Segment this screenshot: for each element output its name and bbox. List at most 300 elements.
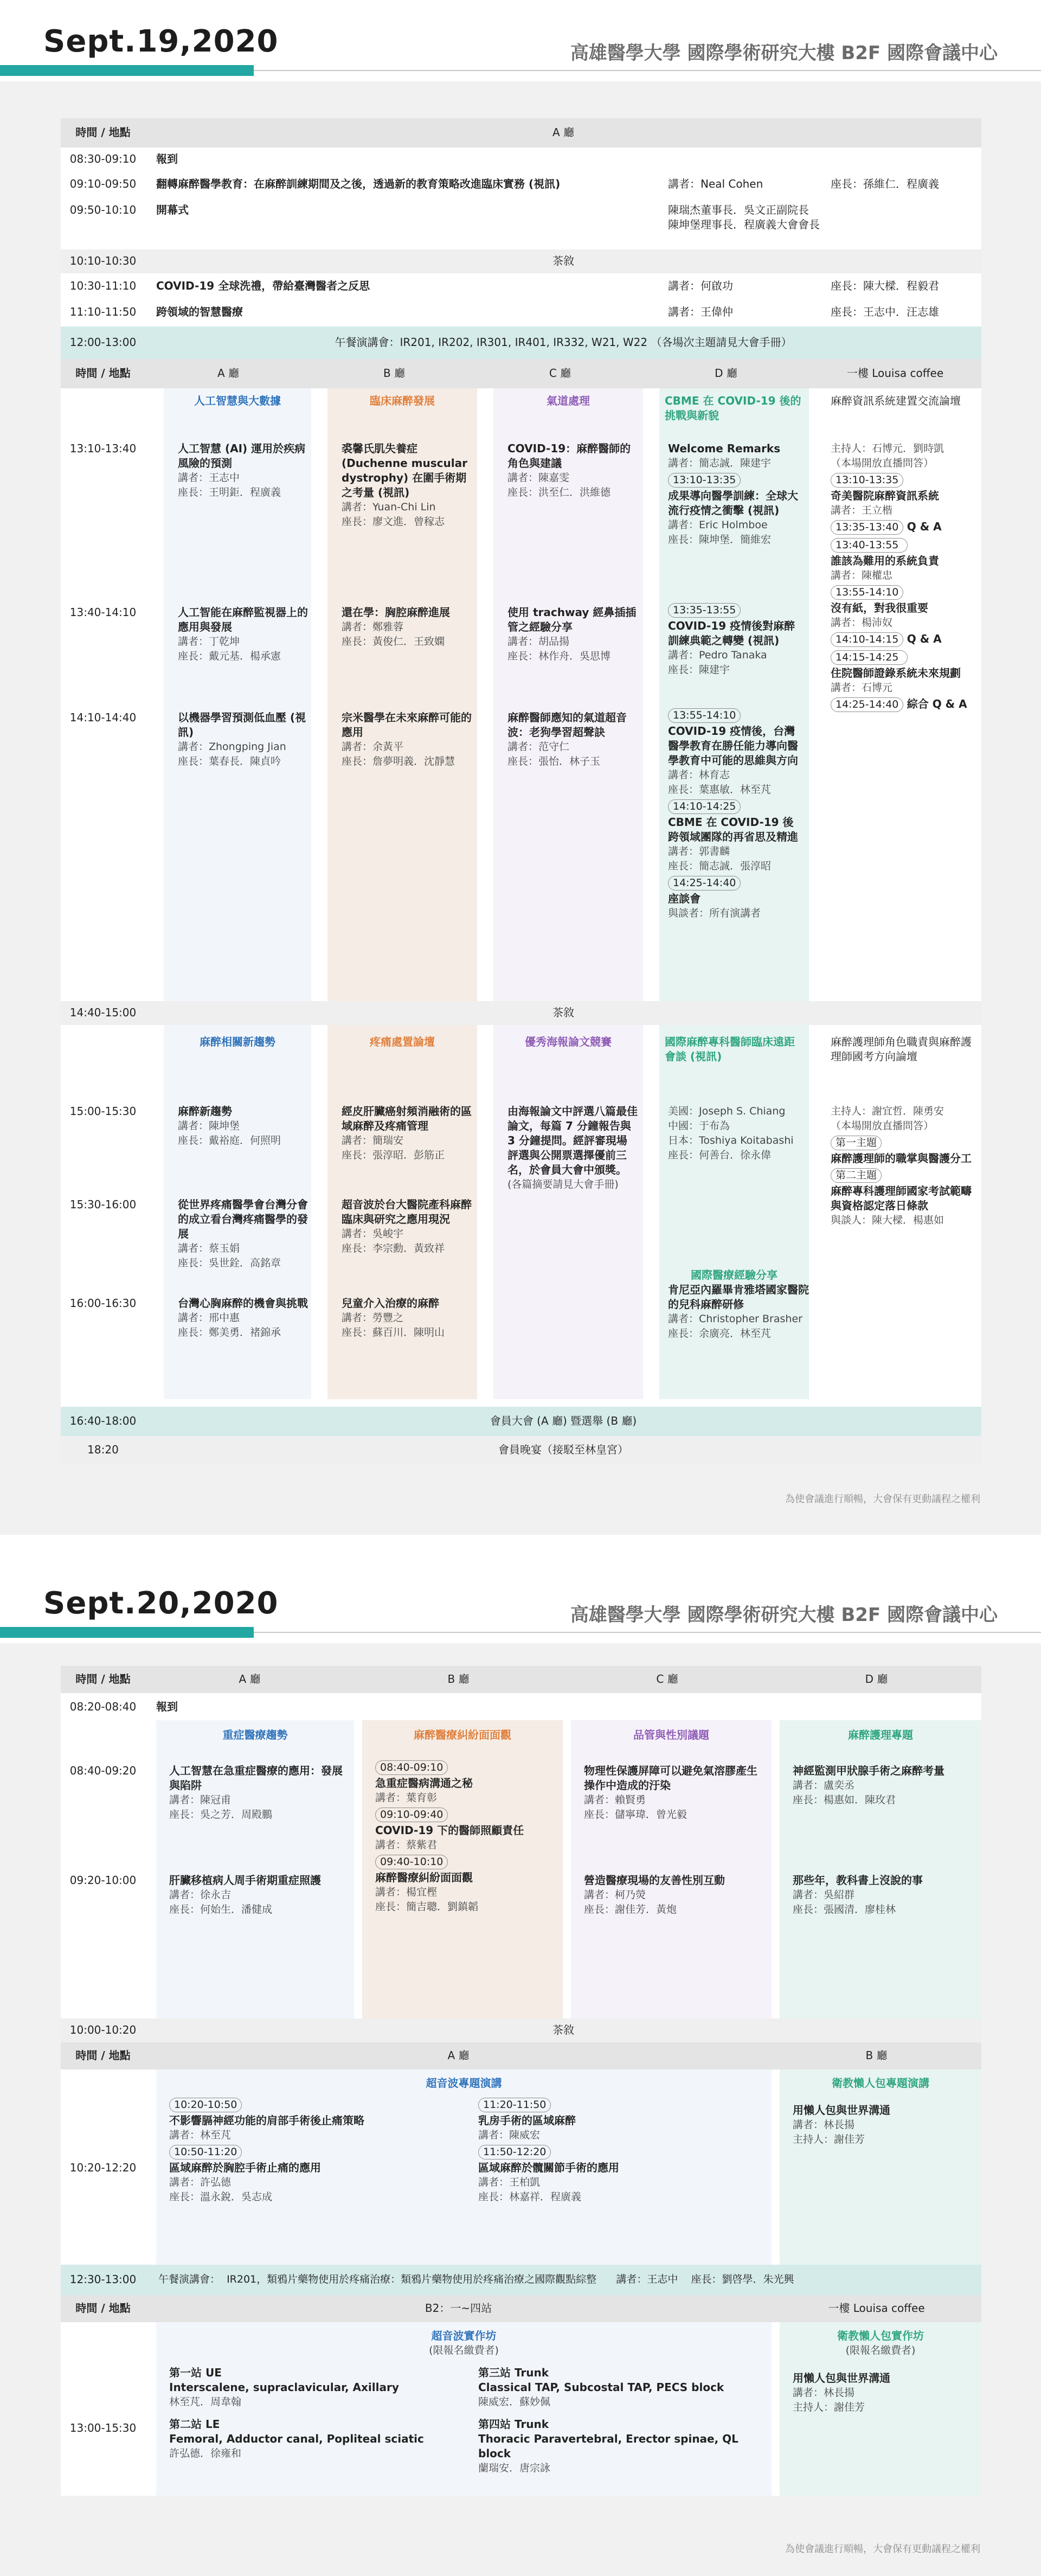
- speaker: 講者：王柏凱: [478, 2176, 541, 2188]
- talk-b: [375, 1758, 554, 1914]
- time-tag: 10:20-10:50: [169, 2098, 242, 2112]
- track-subtitle: (限報名繳費者): [429, 2344, 499, 2356]
- talk-title: 物理性保護屏障可以避免氣溶膠產生操作中造成的汙染: [584, 1764, 757, 1792]
- talk-title: 宗米醫學在未來麻醉可能的應用: [342, 711, 472, 739]
- day1-schedule-table: [61, 118, 981, 1456]
- time-tag: 13:10-13:35: [831, 473, 903, 488]
- time-cell: 08:40-09:20: [69, 1764, 137, 1777]
- talk-title: 急重症醫病溝通之秘: [375, 1777, 473, 1790]
- talk-title: 營造醫療現場的友善性別互動: [584, 1874, 725, 1887]
- day2-date: Sept.20,2020: [43, 1586, 279, 1621]
- time-tag: 11:50-12:20: [478, 2145, 551, 2160]
- talk-d1: [668, 441, 804, 547]
- header-hall-b: B 廳: [383, 367, 406, 380]
- header-hall-a: A 廳: [447, 2049, 470, 2062]
- speaker: 美國：Joseph S. Chiang: [668, 1105, 786, 1117]
- speaker: 日本：Toshiya Koitabashi: [668, 1135, 794, 1146]
- talk-title: CBME 在 COVID-19 後跨領域團隊的再省思及精進: [668, 816, 798, 843]
- talk-title: COVID-19 疫情後，台灣醫學教育在勝任能力導向醫學教育中可能的思維與方向: [668, 725, 798, 767]
- lunch-label: 午餐演講會： IR201，類鴉片藥物使用於疼痛治療：類鴉片藥物使用於疼痛治療之國際觀點綜整 講者：王志中 座長：劉啓學．朱光興: [158, 2273, 794, 2285]
- chair: 座長：楊惠如．陳玫君: [793, 1794, 896, 1806]
- speaker: 講者：盧奕丞: [793, 1779, 855, 1791]
- track-title: 臨床麻醉發展: [370, 394, 435, 407]
- table-row: [61, 1693, 981, 1720]
- speaker: 講者：陳權忠: [831, 569, 893, 581]
- talk-d2: [793, 1873, 972, 1917]
- header-time: 時間 / 地點: [75, 1673, 131, 1686]
- time-cell: 13:00-15:30: [69, 2421, 137, 2434]
- speaker: 講者：陳冠甫: [169, 1794, 232, 1806]
- break-label: 茶敘: [552, 1006, 574, 1019]
- speaker: 講者：柯乃熒: [584, 1889, 646, 1901]
- meeting-row: [61, 1407, 981, 1436]
- table-row: [61, 197, 981, 236]
- poster-contest: [507, 1104, 638, 1192]
- time-tag: 13:55-14:10: [831, 585, 903, 600]
- footnote: 為使會議進行順暢，大會保有更動議程之權利: [785, 2543, 980, 2555]
- day2-schedule-table: [61, 1666, 981, 2496]
- speaker: 講者：楊沛奴: [831, 617, 893, 629]
- day1-header: [0, 0, 1041, 81]
- infographic-workshop: [793, 2371, 972, 2415]
- time-tag: 11:20-11:50: [478, 2098, 551, 2112]
- talk-a3: [178, 1296, 308, 1340]
- station-title: 第一站 UE: [169, 2366, 222, 2379]
- time-cell: 12:30-13:00: [69, 2273, 137, 2286]
- speaker: 講者：林長揚: [793, 2387, 855, 2399]
- station-title: 第二站 LE: [169, 2418, 220, 2431]
- track-title: 人工智慧與大數據: [194, 394, 281, 407]
- speaker: 與談者：所有演講者: [668, 907, 761, 919]
- divider-line: [254, 1632, 1041, 1633]
- topic-tag: 第一主題: [831, 1136, 882, 1150]
- accent-bar: [0, 1627, 254, 1638]
- header-louisa: 一樓 Louisa coffee: [846, 367, 944, 380]
- chair: 座長：溫永銳．吳志成: [169, 2191, 273, 2203]
- station-title: 第三站 Trunk: [478, 2366, 549, 2379]
- table-header: [61, 2042, 981, 2069]
- header-hall-c: C 廳: [656, 1673, 678, 1686]
- talk-title: 用懶人包與世界溝通: [793, 2104, 890, 2117]
- break-row: [61, 1001, 981, 1025]
- instructors: 林至芃．周韋翰: [169, 2396, 242, 2408]
- talk-title: 兒童介入治療的麻醉: [342, 1297, 439, 1310]
- infographic-talk: [793, 2103, 972, 2147]
- talk-c2: [584, 1873, 763, 1917]
- time-tag: 13:10-13:35: [668, 473, 741, 488]
- ultrasound-talks-left: [169, 2096, 462, 2205]
- talk-a2: [178, 605, 308, 664]
- speaker: 講者：吳峻宇: [342, 1228, 404, 1240]
- time-cell: 08:30-09:10: [69, 152, 137, 165]
- instructors: 許弘德．徐雍和: [169, 2447, 242, 2459]
- qa-label: Q & A: [907, 520, 942, 533]
- speaker: 講者：丁乾坤: [178, 636, 240, 648]
- speaker: 講者：Neal Cohen: [668, 177, 763, 190]
- time-cell: 08:20-08:40: [69, 1700, 137, 1713]
- header-time: 時間 / 地點: [75, 367, 131, 380]
- speaker: 講者：石博元: [831, 682, 893, 694]
- session-title: 開幕式: [156, 203, 189, 216]
- talk-d1: [793, 1764, 972, 1808]
- talk-a1: [178, 1104, 308, 1148]
- station-topic: Classical TAP, Subcostal TAP, PECS block: [478, 2381, 724, 2394]
- ultrasound-talks-right: [478, 2096, 766, 2205]
- talk-title: 神經監測甲狀腺手術之麻醉考量: [793, 1764, 944, 1777]
- speaker: 講者：賴賢勇: [584, 1794, 646, 1806]
- talk-title: 以機器學習預測低血壓 (視訊): [178, 711, 306, 739]
- track-title: 衛教懶人包專題演講: [832, 2077, 929, 2090]
- time-tag: 14:10-14:25: [668, 799, 741, 814]
- talk-title: 成果導向醫學訓練：全球大流行疫情之衝擊 (視訊): [668, 489, 798, 517]
- note: （本場開放直播問答）: [831, 457, 934, 469]
- header-time: 時間 / 地點: [75, 2049, 131, 2062]
- lunch-row: [61, 2265, 981, 2295]
- talk-title: 奇美醫院麻醉資訊系統: [831, 489, 939, 502]
- chair: 座長：陳大樑．程毅君: [831, 279, 939, 292]
- chair: 座長：余廣亮．林至芃: [668, 1328, 772, 1340]
- header-hall-a: A 廳: [552, 126, 575, 139]
- track-title: 氣道處理: [547, 394, 590, 407]
- track-title: 麻醉護理師角色職責與麻醉護理師國考方向論壇: [831, 1035, 972, 1063]
- note: （本場開放直播問答）: [831, 1120, 934, 1132]
- day1-date: Sept.19,2020: [43, 24, 279, 59]
- talk-title: COVID-19：麻醉醫師的角色與建議: [507, 442, 631, 470]
- track-title: 超音波實作坊: [431, 2329, 497, 2342]
- louisa-forum-2: [831, 1104, 977, 1228]
- time-cell: 16:00-16:30: [69, 1297, 137, 1310]
- time-cell: 13:40-14:10: [69, 606, 137, 619]
- talk-b1: [342, 441, 472, 529]
- chair: 座長：簡吉聰．劉鎮韜: [375, 1901, 479, 1913]
- speaker: 講者：王志中: [178, 472, 240, 484]
- louisa-forum-1: [831, 441, 977, 713]
- speaker: 講者：徐永吉: [169, 1889, 232, 1901]
- talk-title: 人工智慧在急重症醫療的應用：發展與陷阱: [169, 1764, 343, 1792]
- track-title: CBME 在 COVID-19 後的挑戰與新貌: [665, 394, 801, 422]
- talk-title: 從世界疼痛醫學會台灣分會的成立看台灣疼痛醫學的發展: [178, 1198, 308, 1240]
- talk-b2: [342, 605, 472, 649]
- time-cell: 12:00-13:00: [69, 336, 137, 349]
- talk-title: Welcome Remarks: [668, 442, 781, 455]
- table-header: [61, 359, 981, 388]
- talk-title: 麻醉新趨勢: [178, 1105, 232, 1118]
- time-tag: 08:40-09:10: [375, 1760, 448, 1775]
- track-title: 國際醫療經驗分享: [691, 1268, 777, 1281]
- talk-b3: [342, 710, 472, 769]
- talk-title: 乳房手術的區域麻醉: [478, 2114, 576, 2127]
- workshop-heading: [156, 2329, 772, 2358]
- speaker: 講者：Yuan-Chi Lin: [342, 501, 436, 513]
- hall-d-column: [659, 1025, 809, 1399]
- speaker: 講者：許弘德: [169, 2176, 232, 2188]
- time-cell: 16:40-18:00: [69, 1414, 137, 1427]
- footnote: 為使會議進行順暢，大會保有更動議程之權利: [785, 1494, 980, 1505]
- chair: 座長：戴裕庭．何照明: [178, 1135, 281, 1146]
- talk-title: 裘馨氏肌失養症 (Duchenne muscular dystrophy) 在圍手術期之考量 (視訊): [342, 442, 467, 499]
- time-cell: 14:40-15:00: [69, 1006, 137, 1019]
- dinner-label: 會員晚宴（接駁至林皇宮）: [498, 1443, 628, 1456]
- topic-tag: 第二主題: [831, 1168, 882, 1183]
- international-talk: [668, 1104, 804, 1163]
- speaker: 講者：林長揚: [793, 2119, 855, 2131]
- dinner-row: [61, 1436, 981, 1463]
- chair: 座長：黃俊仁．王致嫻: [342, 636, 445, 648]
- talk-title: 區域麻醉於胸腔手術止痛的應用: [169, 2161, 321, 2174]
- time-tag: 10:50-11:20: [169, 2145, 242, 2160]
- track-title: 國際麻醉專科醫師臨床遠距會談 (視訊): [665, 1035, 795, 1063]
- time-cell: 10:00-10:20: [69, 2023, 137, 2036]
- talk-title: 肝臟移植病人周手術期重症照護: [169, 1874, 321, 1887]
- talk-title: 麻醉護理師的職掌與醫護分工: [831, 1152, 972, 1165]
- speaker: 講者：王偉仲: [668, 305, 733, 318]
- chair: 座長：何始生．潘健成: [169, 1904, 273, 1915]
- talk-title: 誰該為難用的系統負責: [831, 554, 939, 567]
- track-title: 麻醉護理專題: [848, 1728, 913, 1741]
- talk-title: 麻醉醫療糾紛面面觀: [375, 1871, 473, 1884]
- time-cell: 10:30-11:10: [69, 279, 137, 292]
- chair: 座長：林嘉祥．程廣義: [478, 2191, 582, 2203]
- chair: 座長：孫維仁．程廣義: [831, 177, 939, 190]
- chair: 座長：何善台．徐永偉: [668, 1149, 772, 1161]
- speaker: 講者：簡瑞安: [342, 1135, 404, 1146]
- time-cell: 14:10-14:40: [69, 711, 137, 724]
- speaker: 講者：楊宜樫: [375, 1886, 438, 1898]
- time-cell: 09:20-10:00: [69, 1874, 137, 1887]
- chair: 座長：張國清．廖桂林: [793, 1904, 896, 1915]
- speaker: 講者：吳紹群: [793, 1889, 855, 1901]
- track-title: 疼痛處置論壇: [370, 1035, 435, 1048]
- header-hall-b: B 廳: [865, 2049, 888, 2062]
- speaker: 講者：陳嘉雯: [507, 472, 570, 484]
- time-cell: 13:10-13:40: [69, 442, 137, 455]
- session-title: 跨領域的智慧醫療: [156, 305, 243, 318]
- track-subtitle: (限報名繳費者): [845, 2344, 916, 2356]
- header-hall-d: D 廳: [865, 1673, 888, 1686]
- time-tag: 13:35-13:40: [831, 520, 903, 535]
- chair: 座長：簡志誠．張淳昭: [668, 860, 772, 872]
- station-title: 第四站 Trunk: [478, 2418, 549, 2431]
- speaker: 講者：Pedro Tanaka: [668, 649, 767, 661]
- time-cell: 15:30-16:00: [69, 1198, 137, 1211]
- chair: 座長：詹夢明義．沈靜慧: [342, 755, 455, 767]
- time-cell: 10:10-10:30: [69, 254, 137, 267]
- chair: 座長：張怡．林子玉: [507, 755, 601, 767]
- talk-title: 沒有紙，對我很重要: [831, 601, 928, 614]
- session-title: 報到: [156, 152, 178, 165]
- chair: 座長：陳建宇: [668, 664, 730, 676]
- track-title: 超音波專題演講: [426, 2077, 502, 2090]
- table-header: [61, 118, 981, 148]
- international-experience: [659, 1268, 809, 1341]
- time-tag: 14:15-14:25: [831, 650, 908, 665]
- time-tag: 14:10-14:15: [831, 632, 903, 647]
- host: 主持人：石博元．劉時凱: [831, 443, 944, 454]
- break-row: [61, 2018, 981, 2042]
- talk-b3: [342, 1296, 472, 1340]
- talk-c3: [507, 710, 638, 769]
- speaker: 陳瑞杰董事長．吳文正副院長: [668, 203, 809, 216]
- time-cell: 18:20: [87, 1443, 119, 1456]
- break-row: [61, 249, 981, 273]
- header-hall-b: B 廳: [447, 1673, 470, 1686]
- time-cell: 09:50-10:10: [69, 203, 137, 216]
- talk-title: 麻醉醫師應知的氣道超音波：老狗學習超聲訣: [507, 711, 627, 739]
- lunch-label: 午餐演講會：IR201, IR202, IR301, IR401, IR332, W21, W22 （各場次主題請見大會手冊）: [335, 336, 792, 349]
- speaker: 講者：胡品揚: [507, 636, 570, 648]
- talk-title: COVID-19 疫情後對麻醉訓練典範之轉變 (視訊): [668, 619, 795, 647]
- talk-a1: [169, 1764, 348, 1822]
- chair: 座長：謝佳芳．黃炮: [584, 1904, 677, 1915]
- chair: 座長：張淳昭．彭筋正: [342, 1149, 445, 1161]
- break-label: 茶敘: [552, 254, 574, 267]
- speaker: 講者：余黃平: [342, 741, 404, 753]
- track-title: 麻醉資訊系統建置交流論壇: [831, 394, 961, 407]
- qa-label: 綜合 Q & A: [907, 697, 967, 710]
- talk-a1: [178, 441, 308, 500]
- instructors: 陳威宏．蘇妙佩: [478, 2396, 551, 2408]
- host: 主持人：謝佳芳: [793, 2133, 865, 2145]
- header-hall-c: C 廳: [549, 367, 571, 380]
- time-tag: 09:40-10:10: [375, 1855, 448, 1869]
- chair: 座長：蘇百川．陳明山: [342, 1327, 445, 1338]
- talk-title: 那些年，教科書上沒說的事: [793, 1874, 923, 1887]
- speaker: 講者：蔡紫君: [375, 1839, 438, 1851]
- talk-title: 不影響膈神經功能的肩部手術後止痛策略: [169, 2114, 364, 2127]
- header-hall-d: D 廳: [715, 367, 737, 380]
- talk-title: 人工智能在麻醉監視器上的應用與發展: [178, 606, 308, 633]
- track-title: 麻醉相關新趨勢: [200, 1035, 275, 1048]
- table-row: [61, 171, 981, 197]
- talk-c1: [507, 441, 638, 500]
- talk-title: 人工智慧 (AI) 運用於疾病風險的預測: [178, 442, 306, 470]
- time-tag: 14:25-14:40: [831, 697, 903, 712]
- track-title: 重症醫療趨勢: [222, 1728, 288, 1741]
- break-label: 茶敘: [552, 2023, 574, 2036]
- speaker: 陳坤堡理事長．程廣義大會會長: [668, 218, 820, 231]
- talk-title: 用懶人包與世界溝通: [793, 2372, 890, 2385]
- workshop-stations-right: [478, 2366, 760, 2476]
- talk-d3: [668, 706, 804, 921]
- talk-title: 座談會: [668, 892, 701, 905]
- track-title: 麻醉醫療糾紛面面觀: [414, 1728, 511, 1741]
- header-time: 時間 / 地點: [75, 2302, 131, 2315]
- speaker: 中國：于布為: [668, 1120, 730, 1132]
- qa-label: Q & A: [907, 632, 942, 645]
- station-topic: Interscalene, supraclavicular, Axillary: [169, 2381, 399, 2394]
- chair: 座長：葉惠敏．林至芃: [668, 784, 772, 796]
- session-title: 翻轉麻醉醫學教育：在麻醉訓練期間及之後，透過新的教育策略改進臨床實務 (視訊): [156, 177, 561, 190]
- chair: 座長：吳世銓．高銘章: [178, 1257, 281, 1269]
- chair: 座長：李宗勳．黃致祥: [342, 1242, 445, 1254]
- table-row: [61, 273, 981, 300]
- talk-d2: [668, 601, 804, 677]
- chair: 座長：廖文進．曾稼志: [342, 516, 445, 528]
- chair: 座長：陳坤堡．簡維宏: [668, 534, 772, 546]
- talk-title: 經皮肝臟癌射頻消融術的區域麻醉及疼痛管理: [342, 1105, 472, 1132]
- talk-title: COVID-19 下的醫師照顧責任: [375, 1824, 524, 1837]
- session-title: 報到: [156, 1700, 178, 1713]
- speaker: 講者：葉育彰: [375, 1792, 438, 1804]
- speaker: 講者：簡志誠．陳建宇: [668, 457, 772, 469]
- time-cell: 10:20-12:20: [69, 2161, 137, 2174]
- chair: 座長：洪至仁．洪維德: [507, 486, 611, 498]
- lunch-row: [61, 326, 981, 359]
- speaker: 講者：王立楷: [831, 504, 893, 516]
- chair: 座長：戴元基．楊承憲: [178, 650, 281, 662]
- time-cell: 09:10-09:50: [69, 177, 137, 190]
- talk-a2: [169, 1873, 348, 1917]
- speaker: 講者：林至芃: [169, 2129, 232, 2141]
- chair: 座長：林作舟．吳思博: [507, 650, 611, 662]
- speaker: 講者：陳威宏: [478, 2129, 541, 2141]
- chair: 座長：葉春長．陳貞吟: [178, 755, 281, 767]
- track-title: 品管與性別議題: [633, 1728, 709, 1741]
- time-tag: 13:35-13:55: [668, 603, 741, 618]
- talk-title: 肯尼亞內羅畢肯雅塔國家醫院的兒科麻醉研修: [668, 1283, 809, 1311]
- speaker: 講者：Zhongping Jian: [178, 741, 286, 753]
- talk-b1: [342, 1104, 472, 1163]
- speaker: 講者：林育志: [668, 769, 730, 781]
- time-tag: 09:10-09:40: [375, 1808, 448, 1822]
- time-cell: 15:00-15:30: [69, 1105, 137, 1118]
- talk-c1: [584, 1764, 763, 1822]
- talk-title: 還在學：胸腔麻醉進展: [342, 606, 450, 619]
- talk-title: 區域麻醉於髖關節手術的應用: [478, 2161, 619, 2174]
- speaker: 講者：范守仁: [507, 741, 570, 753]
- speaker: 講者：Eric Holmboe: [668, 519, 768, 531]
- chair: 座長：儲寧瑋．曾光毅: [584, 1809, 687, 1821]
- infographic-workshop-heading: [780, 2329, 981, 2358]
- header-b2-stations: B2：一~四站: [425, 2302, 492, 2315]
- poster-description: 由海報論文中評選八篇最佳論文，每篇 7 分鐘報告與 3 分鐘提問。經評審現場評選與公開票選擇優前三名，於會員大會中頒獎。: [507, 1105, 638, 1176]
- day2-header: [0, 1562, 1041, 1643]
- accent-bar: [0, 65, 254, 76]
- track-title: 優秀海報論文競賽: [525, 1035, 612, 1048]
- talk-title: 麻醉專科護理師國家考試範疇與資格認定落日條款: [831, 1184, 972, 1212]
- speaker: 講者：勞豐之: [342, 1312, 404, 1324]
- header-louisa: 一樓 Louisa coffee: [828, 2302, 925, 2315]
- chair: 座長：王明鉅．程廣義: [178, 486, 281, 498]
- day1-venue: 高雄醫學大學 國際學術研究大樓 B2F 國際會議中心: [570, 42, 998, 64]
- time-tag: 14:25-14:40: [668, 876, 741, 890]
- host: 主持人：謝佳芳: [793, 2401, 865, 2413]
- speaker: 講者：蔡玉娟: [178, 1242, 240, 1254]
- panelists: 與談人：陳大樑．楊惠如: [831, 1214, 944, 1226]
- talk-title: 使用 trachway 經鼻插插管之經驗分享: [507, 606, 637, 633]
- divider-line: [254, 70, 1041, 71]
- day2-venue: 高雄醫學大學 國際學術研究大樓 B2F 國際會議中心: [570, 1604, 998, 1626]
- talk-title: 超音波於台大醫院產科麻醉臨床與研究之應用現況: [342, 1198, 472, 1226]
- host: 主持人：謝宜哲．陳勇安: [831, 1105, 944, 1117]
- talk-a2: [178, 1197, 308, 1271]
- talk-b2: [342, 1197, 472, 1256]
- chair: 座長：王志中．汪志雄: [831, 305, 939, 318]
- speaker: 講者：郭書麟: [668, 845, 730, 857]
- chair: 座長：吳之芳．周殿鵬: [169, 1809, 273, 1821]
- station-topic: Thoracic Paravertebral, Erector spinae, QL block: [478, 2432, 738, 2460]
- hall-b-column: [780, 2069, 981, 2265]
- table-row: [61, 300, 981, 326]
- table-header: [61, 2295, 981, 2322]
- workshop-stations-left: [169, 2366, 462, 2461]
- talk-title: 台灣心胸麻醉的機會與挑戰: [178, 1297, 308, 1310]
- speaker: 講者：陳坤堡: [178, 1120, 240, 1132]
- station-topic: Femoral, Adductor canal, Popliteal sciatic: [169, 2432, 424, 2445]
- session-title: COVID-19 全球洗禮，帶給臺灣醫者之反思: [156, 279, 370, 292]
- speaker: 講者：邢中惠: [178, 1312, 240, 1324]
- instructors: 蘭瑞安．唐宗詠: [478, 2462, 551, 2474]
